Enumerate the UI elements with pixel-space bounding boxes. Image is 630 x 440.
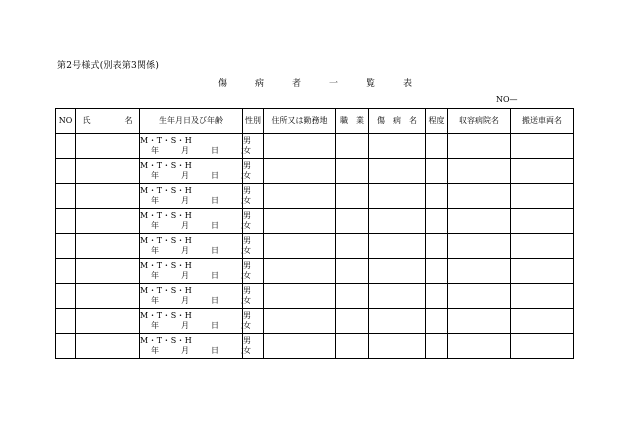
header-name: [76, 109, 140, 134]
year-label: 年: [151, 171, 159, 180]
severity-cell[interactable]: [426, 309, 448, 334]
table-row: [56, 309, 574, 334]
month-label: 月: [181, 271, 189, 280]
header-vehicle: 搬送車両名: [511, 109, 574, 134]
address-cell[interactable]: [264, 284, 336, 309]
dob-age-cell[interactable]: [140, 234, 243, 259]
month-label: 月: [181, 246, 189, 255]
address-cell[interactable]: [264, 159, 336, 184]
occupation-cell[interactable]: [336, 184, 369, 209]
month-label: 月: [181, 296, 189, 305]
dob-age-cell[interactable]: [140, 309, 243, 334]
day-label: 日: [211, 146, 219, 155]
dob-age-cell[interactable]: [140, 284, 243, 309]
hospital-cell[interactable]: [448, 134, 511, 159]
title-char: 傷: [217, 79, 227, 89]
title-char: 一: [329, 79, 339, 89]
month-label: 月: [181, 146, 189, 155]
header-name-given: 名: [124, 116, 133, 125]
day-label: 日: [211, 196, 219, 205]
address-cell[interactable]: [264, 309, 336, 334]
header-dob-age: 生年月日及び年齢: [140, 109, 243, 134]
name-cell[interactable]: [76, 284, 140, 309]
dob-age-cell[interactable]: [140, 259, 243, 284]
era-options: M・T・S・H: [140, 136, 193, 145]
era-options: M・T・S・H: [140, 211, 193, 220]
occupation-cell[interactable]: [336, 234, 369, 259]
year-label: 年: [151, 221, 159, 230]
page-title: [0, 76, 630, 89]
injury-cell[interactable]: [369, 234, 426, 259]
sex-female-option: 女: [243, 246, 251, 255]
year-label: 年: [151, 321, 159, 330]
header-sex: 性別: [243, 109, 264, 134]
sex-cell[interactable]: [243, 259, 264, 284]
occupation-cell[interactable]: [336, 134, 369, 159]
day-label: 日: [211, 221, 219, 230]
address-cell[interactable]: [264, 209, 336, 234]
era-options: M・T・S・H: [140, 261, 193, 270]
severity-cell[interactable]: [426, 259, 448, 284]
table-row: [56, 234, 574, 259]
sex-cell[interactable]: [243, 234, 264, 259]
address-cell[interactable]: [264, 234, 336, 259]
sex-female-option: 女: [243, 221, 251, 230]
era-options: M・T・S・H: [140, 311, 193, 320]
injury-cell[interactable]: [369, 284, 426, 309]
sex-female-option: 女: [243, 196, 251, 205]
injury-cell[interactable]: [369, 309, 426, 334]
day-label: 日: [211, 171, 219, 180]
table-row: [56, 334, 574, 359]
address-cell[interactable]: [264, 184, 336, 209]
sex-female-option: 女: [243, 171, 251, 180]
name-cell[interactable]: [76, 234, 140, 259]
year-label: 年: [151, 196, 159, 205]
sex-female-option: 女: [243, 296, 251, 305]
vehicle-cell[interactable]: [511, 259, 574, 284]
sex-male-option: 男: [243, 186, 251, 195]
form-id: 第2号様式(別表第3関係): [57, 61, 160, 71]
table-row: [56, 184, 574, 209]
injury-cell[interactable]: [369, 159, 426, 184]
era-options: M・T・S・H: [140, 236, 193, 245]
title-char: 病: [254, 79, 264, 89]
sex-cell[interactable]: [243, 334, 264, 359]
dob-age-cell[interactable]: [140, 334, 243, 359]
sex-female-option: 女: [243, 146, 251, 155]
severity-cell[interactable]: [426, 334, 448, 359]
hospital-cell[interactable]: [448, 284, 511, 309]
occupation-cell[interactable]: [336, 259, 369, 284]
header-no: NO: [56, 109, 76, 134]
no-cell[interactable]: [56, 159, 76, 184]
day-label: 日: [211, 246, 219, 255]
sex-cell[interactable]: [243, 184, 264, 209]
dob-age-cell[interactable]: [140, 184, 243, 209]
document-number: NO—: [496, 95, 518, 104]
sex-male-option: 男: [243, 286, 251, 295]
occupation-cell[interactable]: [336, 159, 369, 184]
hospital-cell[interactable]: [448, 334, 511, 359]
header-injury: 傷 病 名: [369, 109, 426, 134]
no-cell[interactable]: [56, 284, 76, 309]
day-label: 日: [211, 321, 219, 330]
dob-age-cell[interactable]: [140, 159, 243, 184]
hospital-cell[interactable]: [448, 184, 511, 209]
severity-cell[interactable]: [426, 284, 448, 309]
occupation-cell[interactable]: [336, 309, 369, 334]
era-options: M・T・S・H: [140, 161, 193, 170]
no-cell[interactable]: [56, 309, 76, 334]
table-row: [56, 134, 574, 159]
dob-age-cell[interactable]: [140, 209, 243, 234]
day-label: 日: [211, 346, 219, 355]
sex-cell[interactable]: [243, 159, 264, 184]
sex-male-option: 男: [243, 261, 251, 270]
title-char: 者: [291, 79, 301, 89]
name-cell[interactable]: [76, 309, 140, 334]
year-label: 年: [151, 296, 159, 305]
no-cell[interactable]: [56, 184, 76, 209]
era-options: M・T・S・H: [140, 336, 193, 345]
name-cell[interactable]: [76, 334, 140, 359]
severity-cell[interactable]: [426, 134, 448, 159]
header-row: [56, 109, 574, 134]
address-cell[interactable]: [264, 334, 336, 359]
month-label: 月: [181, 221, 189, 230]
name-cell[interactable]: [76, 209, 140, 234]
day-label: 日: [211, 296, 219, 305]
casualty-roster-table: [55, 108, 574, 359]
no-cell[interactable]: [56, 134, 76, 159]
name-cell[interactable]: [76, 134, 140, 159]
injury-cell[interactable]: [369, 184, 426, 209]
sex-cell[interactable]: [243, 284, 264, 309]
sex-cell[interactable]: [243, 309, 264, 334]
title-char: 表: [403, 79, 413, 89]
header-address: 住所又は勤務地: [264, 109, 336, 134]
injury-cell[interactable]: [369, 209, 426, 234]
sex-male-option: 男: [243, 136, 251, 145]
year-label: 年: [151, 146, 159, 155]
vehicle-cell[interactable]: [511, 134, 574, 159]
vehicle-cell[interactable]: [511, 184, 574, 209]
day-label: 日: [211, 271, 219, 280]
occupation-cell[interactable]: [336, 334, 369, 359]
severity-cell[interactable]: [426, 159, 448, 184]
sex-male-option: 男: [243, 311, 251, 320]
table-row: [56, 259, 574, 284]
sex-male-option: 男: [243, 236, 251, 245]
hospital-cell[interactable]: [448, 159, 511, 184]
sex-male-option: 男: [243, 336, 251, 345]
table-row: [56, 159, 574, 184]
no-cell[interactable]: [56, 209, 76, 234]
vehicle-cell[interactable]: [511, 159, 574, 184]
injury-cell[interactable]: [369, 334, 426, 359]
address-cell[interactable]: [264, 259, 336, 284]
name-cell[interactable]: [76, 259, 140, 284]
hospital-cell[interactable]: [448, 209, 511, 234]
sex-cell[interactable]: [243, 209, 264, 234]
vehicle-cell[interactable]: [511, 309, 574, 334]
occupation-cell[interactable]: [336, 284, 369, 309]
year-label: 年: [151, 271, 159, 280]
hospital-cell[interactable]: [448, 309, 511, 334]
table-row: [56, 209, 574, 234]
year-label: 年: [151, 246, 159, 255]
header-occupation: 職 業: [336, 109, 369, 134]
era-options: M・T・S・H: [140, 186, 193, 195]
sex-cell[interactable]: [243, 134, 264, 159]
sex-male-option: 男: [243, 161, 251, 170]
injury-cell[interactable]: [369, 134, 426, 159]
vehicle-cell[interactable]: [511, 209, 574, 234]
month-label: 月: [181, 321, 189, 330]
month-label: 月: [181, 196, 189, 205]
severity-cell[interactable]: [426, 184, 448, 209]
no-cell[interactable]: [56, 259, 76, 284]
era-options: M・T・S・H: [140, 286, 193, 295]
sex-female-option: 女: [243, 346, 251, 355]
header-name-family: 氏: [82, 116, 91, 125]
hospital-cell[interactable]: [448, 259, 511, 284]
address-cell[interactable]: [264, 134, 336, 159]
no-cell[interactable]: [56, 334, 76, 359]
name-cell[interactable]: [76, 159, 140, 184]
month-label: 月: [181, 171, 189, 180]
roster-body: [56, 134, 574, 359]
header-severity: 程度: [426, 109, 448, 134]
header-hospital: 収容病院名: [448, 109, 511, 134]
title-char: 覧: [366, 79, 376, 89]
vehicle-cell[interactable]: [511, 334, 574, 359]
sex-male-option: 男: [243, 211, 251, 220]
severity-cell[interactable]: [426, 209, 448, 234]
year-label: 年: [151, 346, 159, 355]
vehicle-cell[interactable]: [511, 284, 574, 309]
injury-cell[interactable]: [369, 259, 426, 284]
severity-cell[interactable]: [426, 234, 448, 259]
vehicle-cell[interactable]: [511, 234, 574, 259]
name-cell[interactable]: [76, 184, 140, 209]
month-label: 月: [181, 346, 189, 355]
no-cell[interactable]: [56, 234, 76, 259]
hospital-cell[interactable]: [448, 234, 511, 259]
sex-female-option: 女: [243, 271, 251, 280]
sex-female-option: 女: [243, 321, 251, 330]
occupation-cell[interactable]: [336, 209, 369, 234]
table-row: [56, 284, 574, 309]
dob-age-cell[interactable]: [140, 134, 243, 159]
